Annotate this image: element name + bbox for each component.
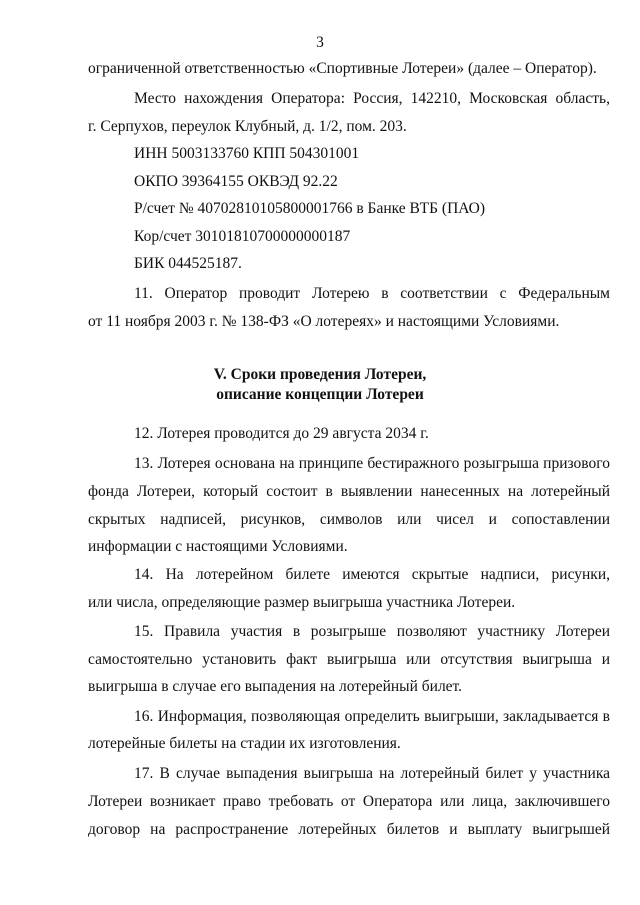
operator-location-line2: г. Серпухов, переулок Клубный, д. 1/2, пом. 203. [88, 118, 407, 135]
clause-11-line1: 11. Оператор проводит Лотерею в соответствии с Федеральным [134, 285, 610, 302]
page-number: 3 [316, 34, 324, 51]
clause-17-line1: 17. В случае выпадения выигрыша на лотерейный билет у участника [134, 765, 610, 782]
clause-11-line2: от 11 ноября 2003 г. № 138-ФЗ «О лотереях» и настоящими Условиями. [88, 313, 560, 330]
clause-17-line3: договор на распространение лотерейных билетов и выплату выигрышей [88, 821, 610, 838]
clause-14-line1: 14. На лотерейном билете имеются скрытые надписи, рисунки, [134, 566, 610, 583]
clause-13-line4: информации с настоящими Условиями. [88, 538, 348, 555]
operator-location-line1: Место нахождения Оператора: Россия, 142210, Московская область, [134, 90, 610, 107]
clause-16-line1: 16. Информация, позволяющая определить выигрыши, закладывается в [134, 708, 610, 725]
clause-17-line2: Лотереи возникает право требовать от Оператора или лица, заключившего [88, 793, 610, 810]
section-heading-line2: описание концепции Лотереи [216, 386, 424, 403]
clause-16-line2: лотерейные билеты на стадии их изготовления. [88, 735, 401, 752]
clause-15-line3: выигрыша в случае его выпадения на лотерейный билет. [88, 678, 463, 695]
clause-15-line1: 15. Правила участия в розыгрыше позволяют участнику Лотереи [134, 623, 610, 640]
operator-account: Р/счет № 40702810105800001766 в Банке ВТБ (ПАО) [134, 200, 486, 217]
operator-bik: БИК 044525187. [134, 255, 242, 272]
clause-15-line2: самостоятельно установить факт выигрыша или отсутствия выигрыша и [88, 651, 610, 668]
clause-13-line1: 13. Лотерея основана на принципе бестиражного розыгрыша призового [134, 455, 610, 472]
operator-corr-account: Кор/счет 30101810700000000187 [134, 228, 351, 245]
section-heading-line1: V. Сроки проведения Лотереи, [213, 366, 427, 383]
operator-okpo-okved: ОКПО 39364155 ОКВЭД 92.22 [134, 173, 338, 190]
clause-13-line3: скрытых надписей, рисунков, символов или чисел и сопоставлении [88, 511, 610, 528]
operator-inn-kpp: ИНН 5003133760 КПП 504301001 [134, 145, 360, 162]
clause-14-line2: или числа, определяющие размер выигрыша участника Лотереи. [88, 594, 516, 611]
operator-name-line: ограниченной ответственностью «Спортивные Лотереи» (далее – Оператор). [88, 60, 597, 77]
clause-13-line2: фонда Лотереи, который состоит в выявлении нанесенных на лотерейный [88, 483, 610, 500]
clause-12-line1: 12. Лотерея проводится до 29 августа 2034 г. [134, 425, 429, 442]
